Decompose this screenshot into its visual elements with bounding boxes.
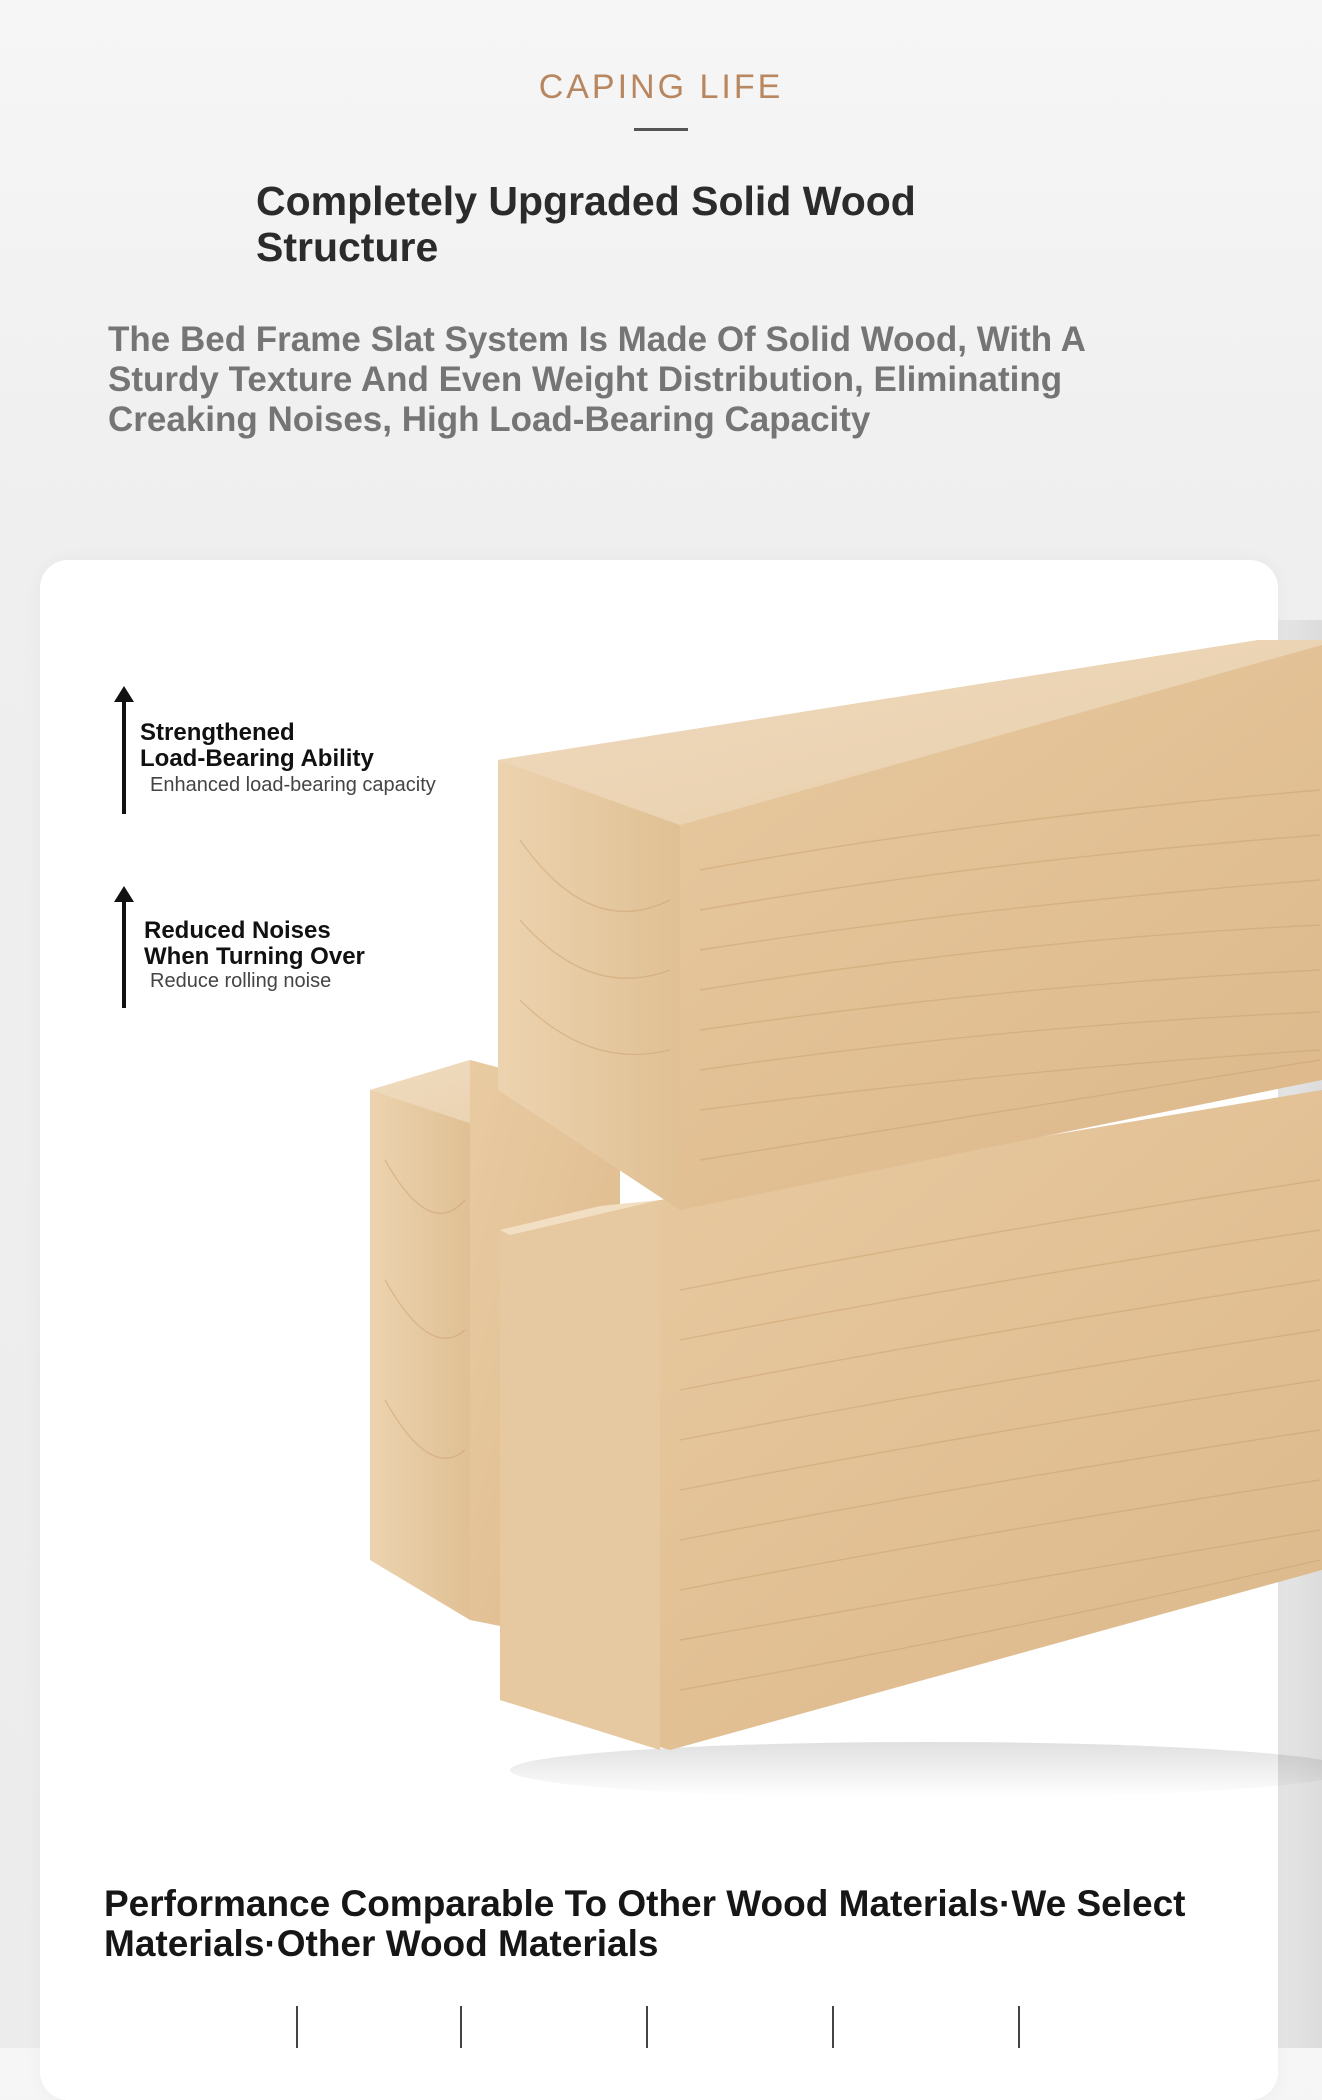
lower-beam-front-end xyxy=(500,1200,660,1750)
column-divider xyxy=(460,2006,462,2048)
beam-shadow xyxy=(510,1742,1322,1798)
feature-title-line1: Reduced Noises xyxy=(144,917,331,944)
product-description: The Bed Frame Slat System Is Made Of Solid Wood, With A Sturdy Texture And Even Weight Distribution, Eliminating Creaking Noises, High Load-Bearing Capacity xyxy=(108,320,1085,439)
column-divider xyxy=(646,2006,648,2048)
feature-subtitle: Reduce rolling noise xyxy=(150,970,332,992)
brand-divider xyxy=(634,128,688,131)
feature-title-line1: Strengthened xyxy=(140,719,295,746)
feature-title-line2: When Turning Over xyxy=(144,943,365,970)
feature-subtitle: Enhanced load-bearing capacity xyxy=(150,774,436,796)
feature-load-bearing xyxy=(114,686,514,816)
comparison-table-dividers xyxy=(0,2006,1322,2048)
column-divider xyxy=(296,2006,298,2048)
performance-heading: Performance Comparable To Other Wood Materials·We Select Materials·Other Wood Materials xyxy=(104,1883,1186,1964)
brand-name: CAPING LIFE xyxy=(538,68,784,106)
page-headline: Completely Upgraded Solid Wood Structure xyxy=(256,178,916,270)
column-divider xyxy=(832,2006,834,2048)
lower-beam-end xyxy=(370,1060,470,1620)
up-arrow-icon xyxy=(114,686,134,814)
feature-reduced-noise xyxy=(114,886,514,1016)
column-divider xyxy=(1018,2006,1020,2048)
up-arrow-icon xyxy=(114,886,134,1008)
feature-title-line2: Load-Bearing Ability xyxy=(140,745,374,772)
